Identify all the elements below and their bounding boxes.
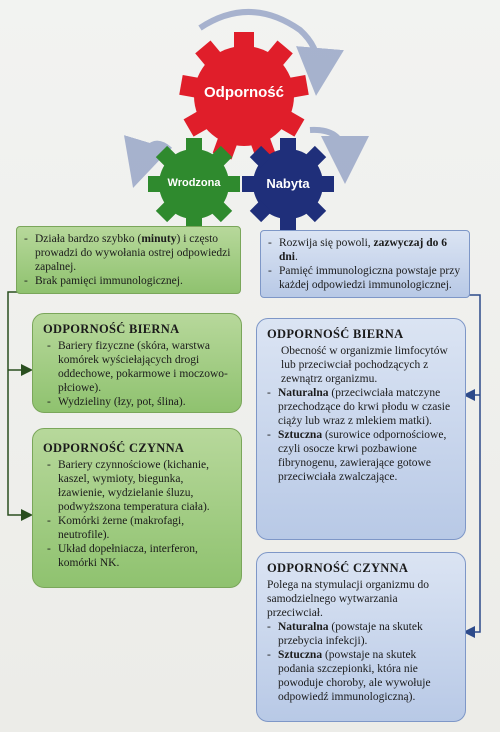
innate-passive-title: ODPORNOŚĆ BIERNA [43, 322, 180, 336]
innate-passive-box [32, 313, 242, 413]
list-item: - Naturalna (powstaje na skutek przebycia infekcji). [267, 620, 455, 648]
acquired-summary-box [260, 230, 470, 298]
innate-summary-memory: - Brak pamięci immunologicznej. [24, 274, 233, 288]
acquired-active-box [256, 552, 466, 722]
gear-main-label: Odporność [203, 84, 284, 101]
list-item: - Wydzieliny (łzy, pot, ślina). [47, 395, 231, 409]
acquired-summary-speed: - Rozwija się powoli, zazwyczaj do 6 dni. [268, 236, 462, 264]
acquired-passive-box [256, 318, 466, 540]
acquired-passive-title: ODPORNOŚĆ BIERNA [267, 327, 404, 341]
list-item: - Naturalna (przeciwciała matczyne przechodzące do krwi płodu w czasie ciąży lub wraz z mlekiem matki). [267, 386, 455, 428]
innate-summary-box [16, 226, 241, 294]
list-item: - Bariery fizyczne (skóra, warstwa komórek wyściełających drogi oddechowe, pokarmowe i moczowo-płciowe). [47, 339, 231, 395]
acquired-summary-memory: - Pamięć immunologiczna powstaje przy każdej odpowiedzi immunologicznej. [268, 264, 462, 292]
acquired-active-intro: Polega na stymulacji organizmu do samodzielnego wytwarzania przeciwciał. [267, 579, 430, 620]
list-item: - Sztuczna (surowice odpornościowe, czyli osocze krwi pozbawione fibrynogenu, zawierające gotowe przeciwciała zwalczające. [267, 428, 455, 484]
list-item: - Komórki żerne (makrofagi, neutrofile). [47, 514, 231, 542]
acquired-connector [466, 295, 480, 632]
list-item: - Bariery czynnościowe (kichanie, kaszel, wymioty, biegunka, łzawienie, wydzielanie śluzu, podwyższona temperatura ciała). [47, 458, 231, 514]
acquired-active-title: ODPORNOŚĆ CZYNNA [267, 561, 409, 575]
gear-acquired-label: Nabyta [266, 176, 310, 191]
innate-active-title: ODPORNOŚĆ CZYNNA [43, 441, 185, 455]
acquired-passive-intro: Obecność w organizmie limfocytów lub przeciwciał pochodzących z zewnątrz organizmu. [281, 345, 448, 386]
innate-active-box [32, 428, 242, 588]
list-item: - Układ dopełniacza, interferon, komórki NK. [47, 542, 231, 570]
innate-connector [8, 292, 30, 515]
innate-summary-speed: - Działa bardzo szybko (minuty) i często prowadzi do wywołania ostrej odpowiedzi zapalnej. [24, 232, 233, 274]
gear-innate-label: Wrodzona [167, 177, 221, 189]
list-item: - Sztuczna (powstaje na skutek podania szczepionki, która nie powoduje choroby, ale wywołuje odpowiedź immunologiczną). [267, 648, 455, 704]
